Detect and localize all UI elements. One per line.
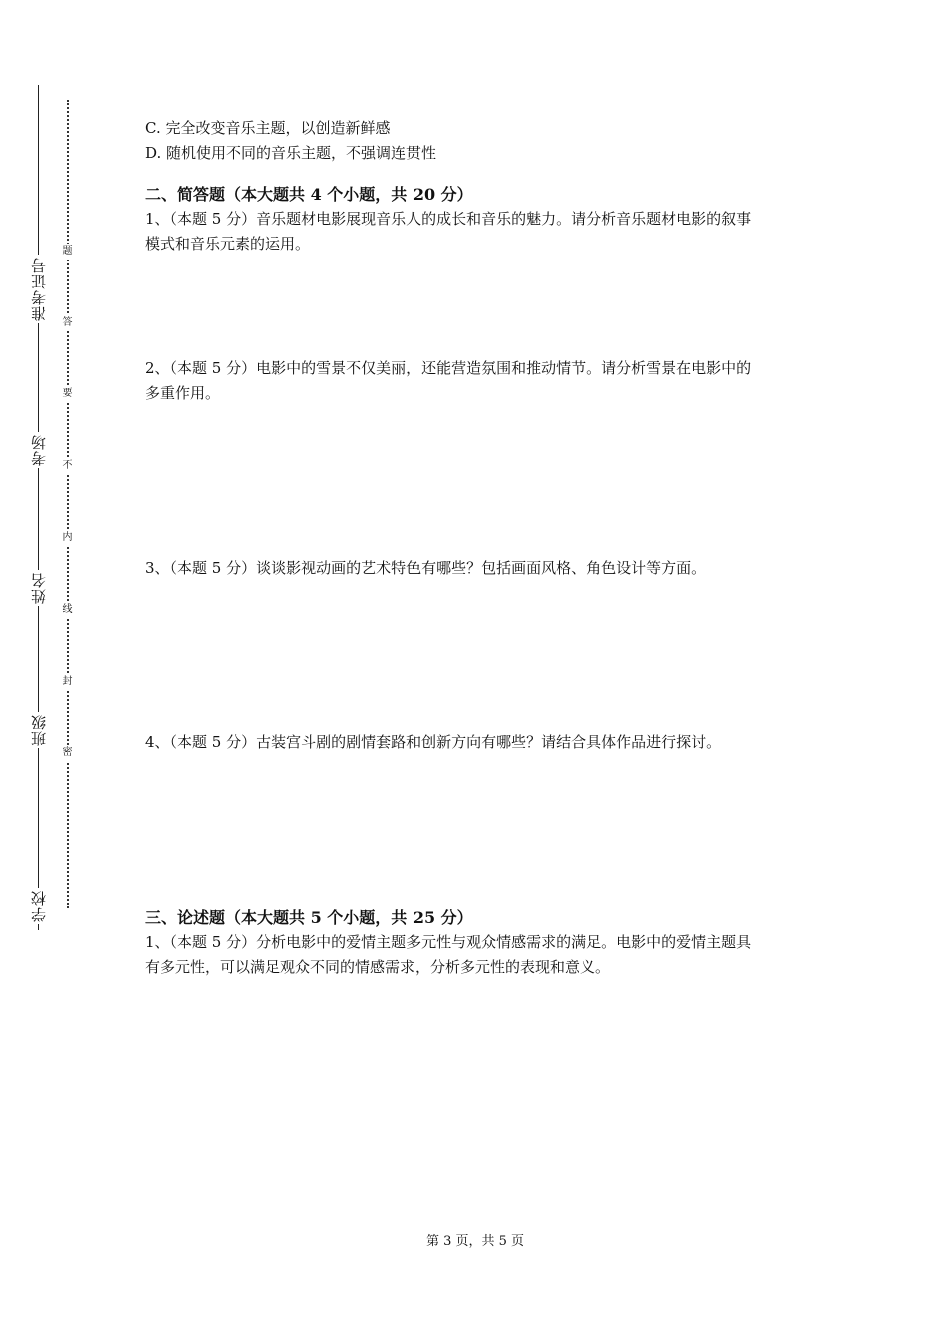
question-3-1 bbox=[145, 930, 810, 980]
option-list bbox=[145, 116, 810, 166]
exam-room-label: 考场 bbox=[30, 434, 48, 466]
binding-margin bbox=[0, 0, 73, 1344]
question-text: 有多元性，可以满足观众不同的情感需求，分析多元性的表现和意义。 bbox=[145, 958, 611, 976]
seal-dotted-line bbox=[67, 100, 69, 908]
section-3-title: 三、论述题（本大题共 5 个小题，共 25 分） bbox=[145, 908, 473, 927]
question-text: 2、（本题 5 分）电影中的雪景不仅美丽，还能营造氛围和推动情节。请分析雪景在电影中的 bbox=[145, 359, 752, 377]
seal-char: 不 bbox=[61, 458, 74, 474]
question-text: 4、（本题 5 分）古装宫斗剧的剧情套路和创新方向有哪些？请结合具体作品进行探讨。 bbox=[145, 733, 722, 751]
question-2-2 bbox=[145, 356, 810, 556]
question-2-1 bbox=[145, 207, 810, 356]
page-number-footer: 第 3 页，共 5 页 bbox=[425, 1234, 525, 1249]
question-text: 1、（本题 5 分）分析电影中的爱情主题多元性与观众情感需求的满足。电影中的爱情主题具 bbox=[145, 933, 752, 951]
question-2-3 bbox=[145, 556, 810, 730]
seal-char: 线 bbox=[61, 602, 74, 618]
seal-char: 要 bbox=[61, 386, 74, 402]
seal-char: 内 bbox=[61, 530, 74, 546]
seal-char: 封 bbox=[61, 674, 74, 690]
option-d: D. 随机使用不同的音乐主题，不强调连贯性 bbox=[145, 144, 437, 162]
question-text: 模式和音乐元素的运用。 bbox=[145, 235, 311, 253]
section-2-title: 二、简答题（本大题共 4 个小题，共 20 分） bbox=[145, 185, 473, 204]
exam-id-label: 准考证号 bbox=[30, 257, 48, 321]
seal-char: 答 bbox=[61, 315, 74, 331]
class-label: 班级 bbox=[30, 714, 48, 746]
seal-char: 题 bbox=[61, 244, 74, 260]
question-text: 1、（本题 5 分）音乐题材电影展现音乐人的成长和音乐的魅力。请分析音乐题材电影的叙事 bbox=[145, 210, 752, 228]
exam-content bbox=[145, 116, 810, 980]
question-text: 多重作用。 bbox=[145, 384, 221, 402]
question-2-4 bbox=[145, 730, 810, 893]
binding-line bbox=[38, 85, 39, 930]
name-label: 姓名 bbox=[30, 572, 48, 604]
seal-char: 密 bbox=[61, 745, 74, 761]
school-label: 学校 bbox=[30, 890, 48, 922]
option-c: C. 完全改变音乐主题，以创造新鲜感 bbox=[145, 119, 391, 137]
question-text: 3、（本题 5 分）谈谈影视动画的艺术特色有哪些？包括画面风格、角色设计等方面。 bbox=[145, 559, 707, 577]
